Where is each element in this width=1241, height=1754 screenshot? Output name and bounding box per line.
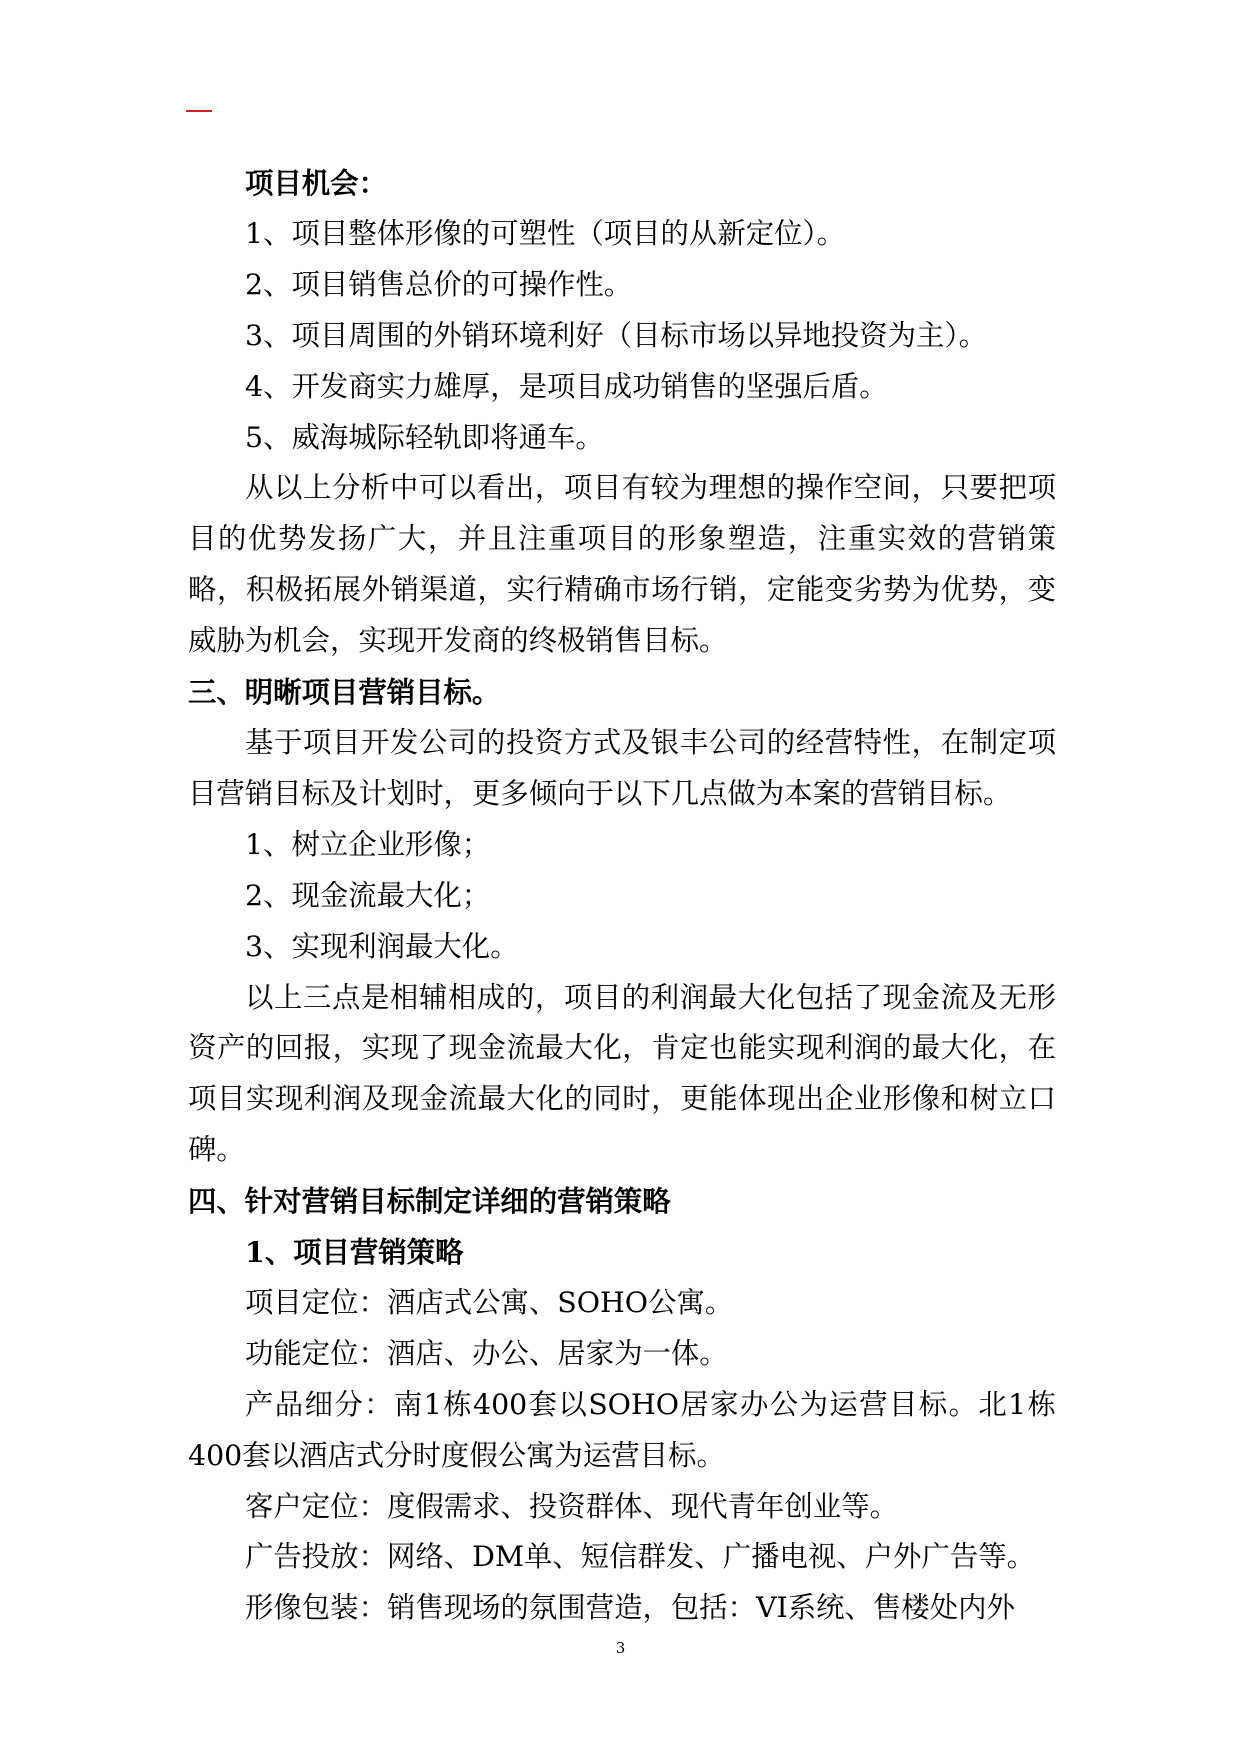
project-marketing-strategy-subheading: 1、项目营销策略 xyxy=(245,1235,464,1270)
section-4-heading: 四、针对营销目标制定详细的营销策略 xyxy=(188,1184,671,1219)
opportunity-item-3: 3、项目周围的外销环境利好（目标市场以异地投资为主）。 xyxy=(245,318,988,352)
opportunity-item-1: 1、项目整体形像的可塑性（项目的从新定位）。 xyxy=(245,216,846,250)
marketing-goals-intro-paragraph: 基于项目开发公司的投资方式及银丰公司的经营特性，在制定项目营销目标及计划时，更多倾向于以下几点做为本案的营销目标。 xyxy=(188,725,1056,810)
marketing-goal-item-3: 3、实现利润最大化。 xyxy=(245,929,519,963)
analysis-summary-paragraph: 从以上分析中可以看出，项目有较为理想的操作空间，只要把项目的优势发扬广大，并且注重项目的形象塑造，注重实效的营销策略，积极拓展外销渠道，实行精确市场行销，定能变劣势为优势，变威胁为机会，实现开发商的终极销售目标。 xyxy=(188,471,1056,658)
marketing-goal-item-1: 1、树立企业形像； xyxy=(245,827,491,861)
project-positioning-line: 项目定位：酒店式公寓、SOHO公寓。 xyxy=(245,1285,734,1319)
page-number: 3 xyxy=(615,1639,626,1657)
section-3-heading: 三、明晰项目营销目标。 xyxy=(188,675,501,710)
document-body xyxy=(188,158,1056,1634)
marketing-goal-item-2: 2、现金流最大化； xyxy=(245,878,491,912)
opportunity-item-2: 2、项目销售总价的可操作性。 xyxy=(245,267,633,301)
product-segmentation-paragraph: 产品细分：南1栋400套以SOHO居家办公为运营目标。北1栋400套以酒店式分时度假公寓为运营目标。 xyxy=(188,1387,1056,1472)
opportunity-item-5: 5、威海城际轻轨即将通车。 xyxy=(245,420,604,454)
red-header-mark xyxy=(186,110,212,112)
opportunity-item-4: 4、开发商实力雄厚，是项目成功销售的坚强后盾。 xyxy=(245,369,888,403)
project-opportunities-heading: 项目机会： xyxy=(245,166,387,200)
advertising-line: 广告投放：网络、DM单、短信群发、广播电视、户外广告等。 xyxy=(245,1540,1035,1574)
marketing-goals-summary-paragraph: 以上三点是相辅相成的，项目的利润最大化包括了现金流及无形资产的回报，实现了现金流最大化，肯定也能实现利润的最大化，在项目实现利润及现金流最大化的同时，更能体现出企业形像和树立口碑。 xyxy=(188,980,1056,1167)
customer-positioning-line: 客户定位：度假需求、投资群体、现代青年创业等。 xyxy=(245,1489,898,1523)
function-positioning-line: 功能定位：酒店、办公、居家为一体。 xyxy=(245,1336,728,1370)
image-packaging-line: 形像包装：销售现场的氛围营造，包括：VI系统、售楼处内外 xyxy=(245,1591,1015,1625)
